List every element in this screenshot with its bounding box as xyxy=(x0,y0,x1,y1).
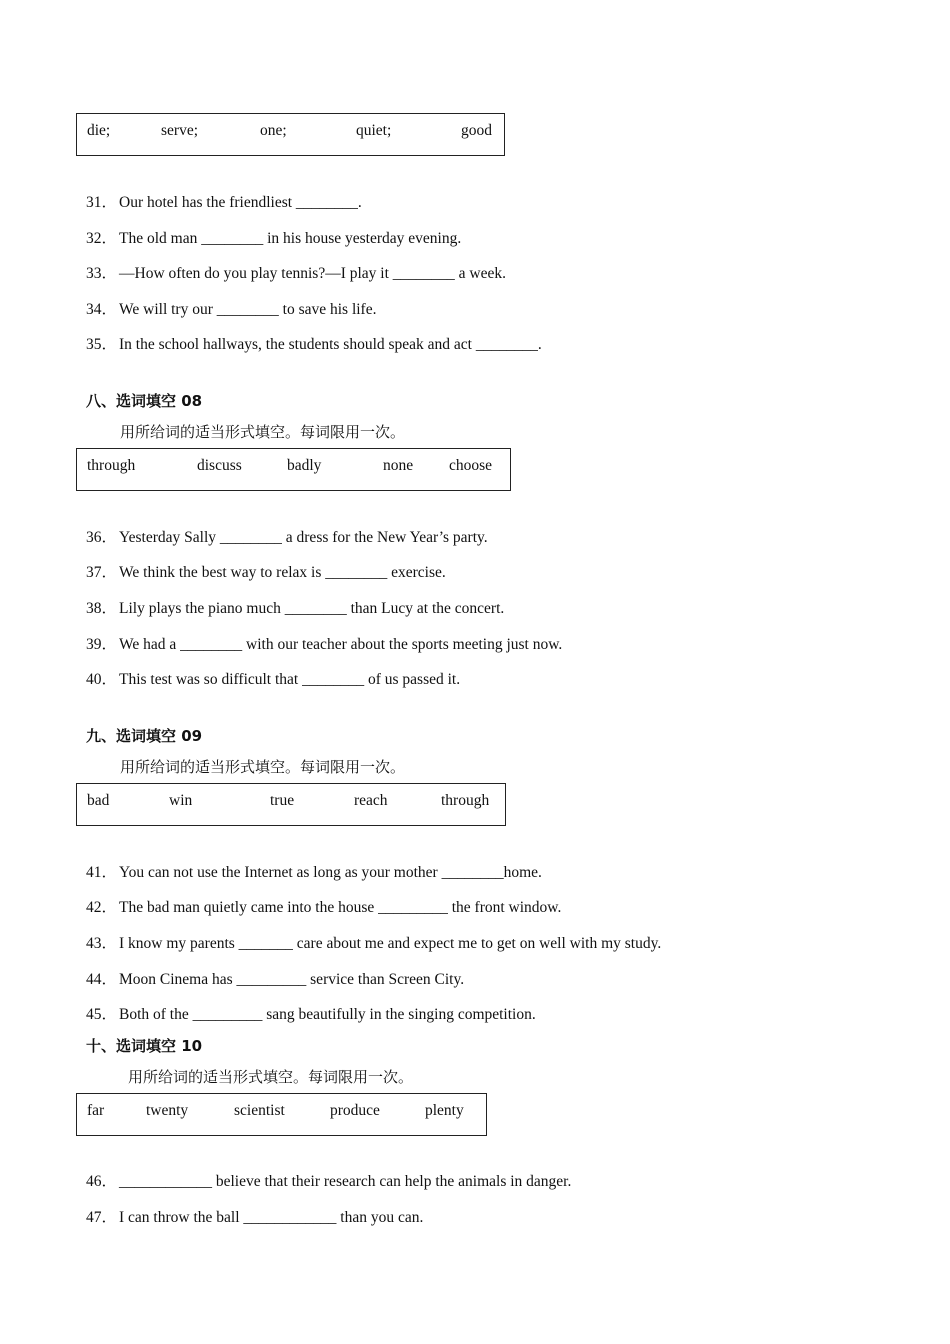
question-32: 32． The old man ________ in his house yesterday evening. xyxy=(86,230,462,247)
word-reach: reach xyxy=(354,792,388,809)
word-scientist: scientist xyxy=(234,1102,285,1119)
section-9-heading: 九、选词填空 09 xyxy=(86,727,203,745)
word-good: good xyxy=(461,122,492,139)
word-box-section-10 xyxy=(76,1093,487,1136)
word-box-section-8 xyxy=(76,448,511,491)
word-through: through xyxy=(87,457,136,474)
word-none: none xyxy=(383,457,414,474)
section-8-instruction: 用所给词的适当形式填空。每词限用一次。 xyxy=(120,423,406,441)
word-produce: produce xyxy=(330,1102,380,1119)
word-box-section-9 xyxy=(76,783,506,826)
word-twenty: twenty xyxy=(146,1102,189,1119)
question-37: 37． We think the best way to relax is ________ exercise. xyxy=(86,564,446,581)
word-true: true xyxy=(270,792,295,809)
question-40: 40． This test was so difficult that ________ of us passed it. xyxy=(86,671,461,688)
section-10-heading: 十、选词填空 10 xyxy=(86,1037,203,1055)
question-46: 46． ____________ believe that their research can help the animals in danger. xyxy=(86,1173,572,1190)
word-serve: serve; xyxy=(161,122,199,139)
question-41: 41． You can not use the Internet as long as your mother ________home. xyxy=(86,864,542,881)
question-35: 35． In the school hallways, the students should speak and act ________. xyxy=(86,336,542,353)
question-39: 39． We had a ________ with our teacher about the sports meeting just now. xyxy=(86,636,563,653)
question-33: 33． —How often do you play tennis?—I play it ________ a week. xyxy=(86,265,506,282)
question-45: 45． Both of the _________ sang beautifully in the singing competition. xyxy=(86,1006,536,1023)
word-bad: bad xyxy=(87,792,110,809)
word-choose: choose xyxy=(449,457,493,474)
question-43: 43． I know my parents _______ care about me and expect me to get on well with my study. xyxy=(86,935,662,952)
question-44: 44． Moon Cinema has _________ service than Screen City. xyxy=(86,971,465,988)
word-plenty: plenty xyxy=(425,1102,464,1119)
word-win: win xyxy=(169,792,193,809)
question-36: 36． Yesterday Sally ________ a dress for the New Year’s party. xyxy=(86,529,488,546)
question-34: 34． We will try our ________ to save his life. xyxy=(86,301,377,318)
word-badly: badly xyxy=(287,457,322,474)
word-through-9: through xyxy=(441,792,490,809)
word-one: one; xyxy=(260,122,287,139)
word-far: far xyxy=(87,1102,105,1119)
question-42: 42． The bad man quietly came into the house _________ the front window. xyxy=(86,899,562,916)
word-box-section-7 xyxy=(76,113,505,156)
word-die: die; xyxy=(87,122,111,139)
word-quiet: quiet; xyxy=(356,122,392,139)
section-10-instruction: 用所给词的适当形式填空。每词限用一次。 xyxy=(128,1068,414,1086)
word-discuss: discuss xyxy=(197,457,242,474)
question-38: 38． Lily plays the piano much ________ than Lucy at the concert. xyxy=(86,600,505,617)
section-8-heading: 八、选词填空 08 xyxy=(86,392,203,410)
question-31: 31． Our hotel has the friendliest ________. xyxy=(86,194,362,211)
question-47: 47． I can throw the ball ____________ than you can. xyxy=(86,1209,424,1226)
section-9-instruction: 用所给词的适当形式填空。每词限用一次。 xyxy=(120,758,406,776)
